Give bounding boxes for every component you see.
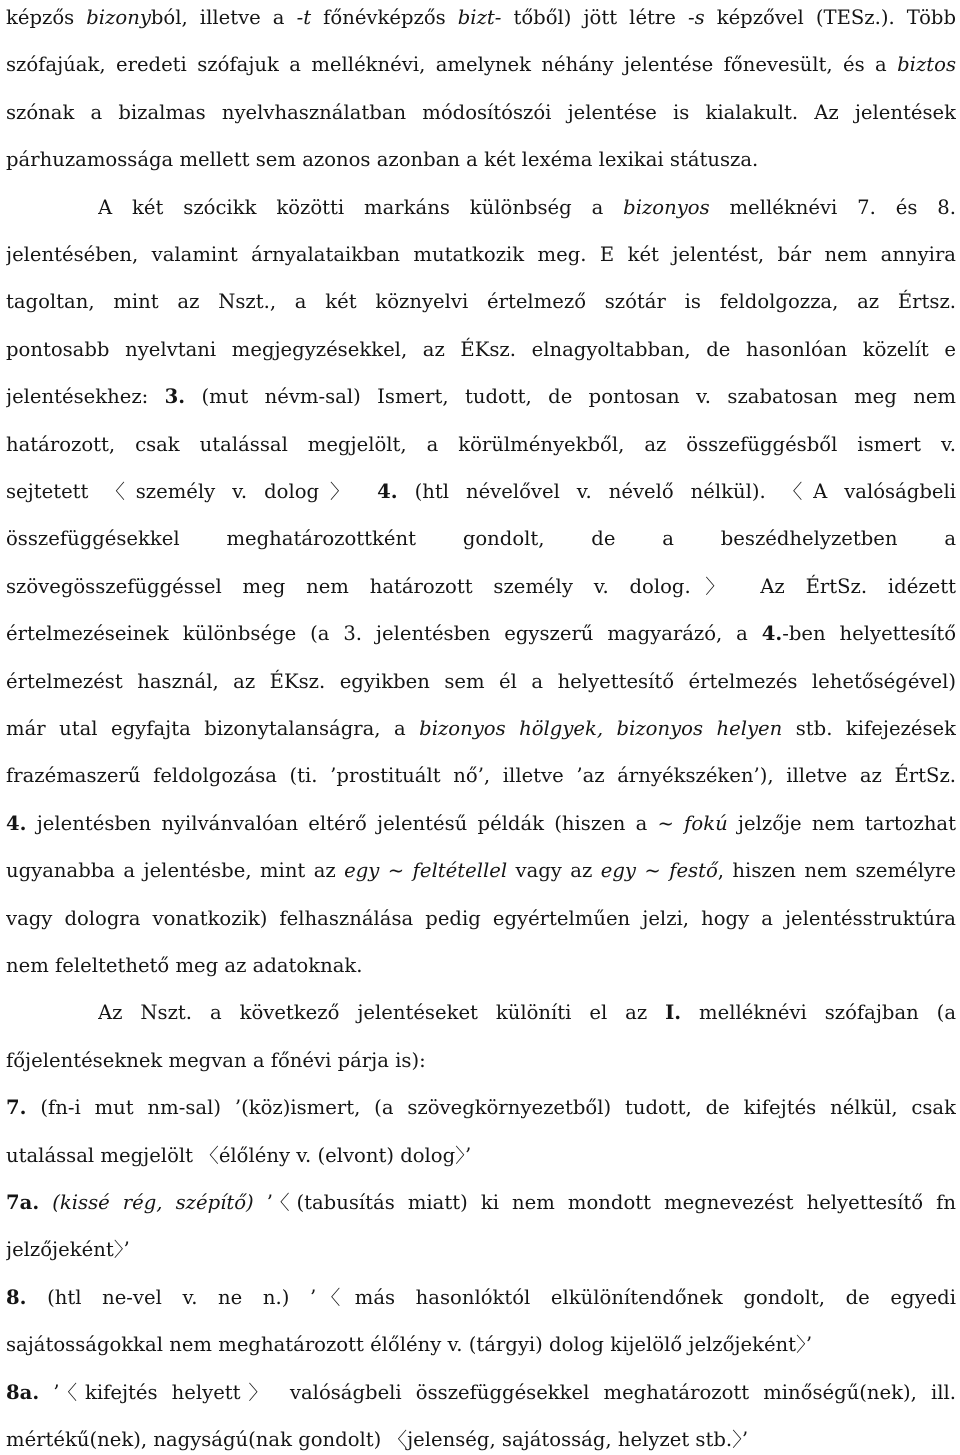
italic-text: egy ~ feltétellel xyxy=(344,859,508,883)
italic-text: bizony xyxy=(86,6,151,29)
bold-text: 3. xyxy=(164,385,186,409)
text-line xyxy=(6,809,956,839)
text-segment: már utal egyfajta bizonytalanságra, a xyxy=(6,717,420,740)
text-line xyxy=(6,287,956,317)
bold-text: 7. xyxy=(6,1096,27,1120)
text-line xyxy=(6,430,956,460)
italic-text: bizonyos xyxy=(623,195,710,219)
text-line xyxy=(6,3,956,33)
text-segment: (htl ne-vel v. ne n.) ’〈más hasonlóktól elkülönítendőnek gondolt, de egyedi xyxy=(26,1285,956,1309)
italic-text: fokú xyxy=(684,811,728,835)
text-segment: nem feleltethető meg az adatoknak. xyxy=(6,954,363,977)
text-segment: frazémaszerű feldolgozása (ti. ’prostituált nő’, illetve ’az árnyékszéken’), illetve az ÉrtSz. xyxy=(6,764,956,788)
text-segment: vagy dologra vonatkozik) felhasználása pedig egyértelműen jelzi, hogy a jelentésstruktúra xyxy=(6,906,956,930)
italic-text: bizonyos hölgyek, bizonyos helyen xyxy=(419,717,783,740)
text-segment: képzős xyxy=(6,6,87,29)
text-segment: főnévképzős xyxy=(311,6,458,29)
bold-text: 4. xyxy=(377,480,398,503)
text-segment xyxy=(39,1191,52,1214)
text-segment: sejtetett 〈személy v. dolog〉 xyxy=(6,480,378,503)
text-line xyxy=(6,1093,956,1123)
text-segment: utalással megjelölt 〈élőlény v. (elvont) dolog〉’ xyxy=(6,1143,472,1167)
text-line xyxy=(6,572,956,602)
text-segment: sajátosságokkal nem meghatározott élőlény v. (tárgyi) dolog kijelölő jelzőjeként〉’ xyxy=(6,1333,813,1357)
text-line xyxy=(6,904,956,934)
text-segment: mértékű(nek), nagyságú(nak gondolt) 〈jelenség, sajátosság, helyzet stb.〉’ xyxy=(6,1428,749,1451)
text-segment: jelentésekhez: xyxy=(6,385,165,409)
text-line xyxy=(98,998,956,1028)
italic-text: egy ~ festő xyxy=(600,859,718,883)
text-line xyxy=(6,240,956,270)
text-line xyxy=(6,335,956,365)
text-segment: ’〈kifejtés helyett〉 valóságbeli összefüggésekkel meghatározott minőségű(nek), ill. xyxy=(39,1380,956,1404)
text-segment: -ben helyettesítő xyxy=(782,622,956,646)
text-line xyxy=(6,1425,956,1455)
text-segment: jelzője nem tartozhat xyxy=(727,811,956,835)
text-segment: jelentésében, valamint árnyalataikban mutatkozik meg. E két jelentést, bár nem annyira xyxy=(6,243,956,266)
italic-text: -s xyxy=(687,6,705,29)
text-segment: pontosabb nyelvtani megjegyzésekkel, az ÉKsz. elnagyoltabban, de hasonlóan közelít e xyxy=(6,337,956,361)
text-segment: ’〈(tabusítás miatt) ki nem mondott megnevezést helyettesítő fn xyxy=(253,1191,956,1214)
text-segment: (mut névm-sal) Ismert, tudott, de pontosan v. szabatosan meg nem xyxy=(185,385,956,409)
bold-text: 8a. xyxy=(6,1380,40,1404)
italic-text: (kissé rég, szépítő) xyxy=(52,1191,254,1214)
text-line xyxy=(6,667,956,697)
text-line xyxy=(6,1235,956,1265)
text-segment: értelmezéseinek különbsége (a 3. jelentésben egyszerű magyarázó, a xyxy=(6,622,762,646)
text-segment: ból, illetve a xyxy=(150,6,297,29)
text-segment: szófajúak, eredeti szófajuk a melléknévi, amelynek néhány jelentése főnevesült, és a xyxy=(6,53,898,77)
text-segment: tőből) jött létre xyxy=(501,6,688,29)
text-line xyxy=(6,145,956,175)
text-line xyxy=(6,1283,956,1313)
text-segment: (fn-i mut nm-sal) ’(köz)ismert, (a szövegkörnyezetből) tudott, de kifejtés nélkül, csak xyxy=(26,1096,956,1120)
text-segment: jelzőjeként〉’ xyxy=(6,1238,130,1262)
text-line xyxy=(6,761,956,791)
text-segment: párhuzamossága mellett sem azonos azonban a két lexéma lexikai státusza. xyxy=(6,148,759,172)
text-segment: határozott, csak utalással megjelölt, a körülményekből, az összefüggésből ismert v. xyxy=(6,432,956,456)
text-segment: Az Nszt. a következő jelentéseket különíti el az xyxy=(98,1001,666,1025)
text-line xyxy=(6,382,956,412)
italic-text: biztos xyxy=(897,53,956,77)
text-segment: összefüggésekkel meghatározottként gondolt, de a beszédhelyzetben a xyxy=(6,527,956,551)
text-line xyxy=(6,1046,956,1076)
text-line xyxy=(6,1188,956,1218)
text-line xyxy=(6,619,956,649)
text-segment: (htl névelővel v. névelő nélkül). 〈A valóságbeli xyxy=(397,480,956,503)
bold-text: 7a. xyxy=(6,1191,40,1214)
text-line xyxy=(6,477,956,507)
text-line xyxy=(6,98,956,128)
text-segment: képzővel (TESz.). Több xyxy=(704,6,956,29)
italic-text: bizt- xyxy=(457,6,502,29)
bold-text: 4. xyxy=(6,811,27,835)
text-segment: melléknévi szófajban (a xyxy=(681,1001,956,1025)
text-segment: , hiszen nem személyre xyxy=(717,859,956,883)
text-segment: stb. kifejezések xyxy=(782,717,956,740)
text-segment: A két szócikk közötti markáns különbség a xyxy=(98,195,624,219)
bold-text: 4. xyxy=(761,622,783,646)
text-segment: főjelentéseknek megvan a főnévi párja is): xyxy=(6,1048,426,1072)
italic-text: -t xyxy=(296,6,312,29)
text-line xyxy=(6,524,956,554)
text-line xyxy=(6,50,956,80)
text-segment: értelmezést használ, az ÉKsz. egyikben sem él a helyettesítő értelmezés lehetőségével) xyxy=(6,669,956,693)
text-segment: melléknévi 7. és 8. xyxy=(709,195,956,219)
text-line xyxy=(6,1141,956,1171)
text-line xyxy=(6,951,956,981)
text-segment: vagy az xyxy=(507,859,601,883)
text-segment: szónak a bizalmas nyelvhasználatban módosítószói jelentése is kialakult. Az jelentések xyxy=(6,100,956,124)
text-segment: tagoltan, mint az Nszt., a két köznyelvi értelmező szótár is feldolgozza, az Értsz. xyxy=(6,290,956,314)
text-line xyxy=(6,1378,956,1408)
text-line xyxy=(98,193,956,223)
text-line xyxy=(6,1330,956,1360)
text-line xyxy=(6,714,956,744)
text-segment: szövegösszefüggéssel meg nem határozott személy v. dolog.〉 Az ÉrtSz. idézett xyxy=(6,574,956,598)
text-segment: jelentésben nyilvánvalóan eltérő jelentésű példák (hiszen a ~ xyxy=(26,811,685,835)
bold-text: 8. xyxy=(6,1285,27,1309)
text-segment: ugyanabba a jelentésbe, mint az xyxy=(6,859,345,883)
bold-text: I. xyxy=(665,1001,682,1025)
text-line xyxy=(6,856,956,886)
